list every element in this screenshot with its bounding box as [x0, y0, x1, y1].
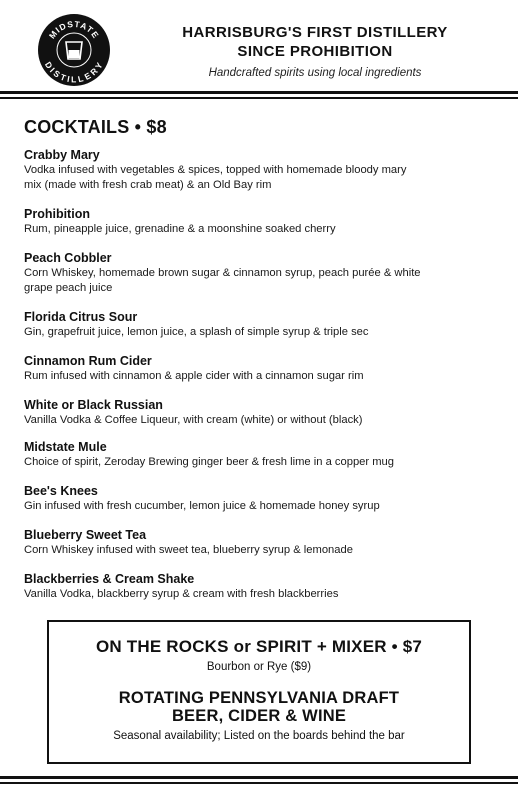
item-name: Prohibition [24, 207, 90, 221]
item-name: Peach Cobbler [24, 251, 112, 265]
draft-heading-line-2: BEER, CIDER & WINE [171, 707, 347, 725]
menu-item [24, 353, 494, 384]
item-desc-line: grape peach juice [24, 282, 113, 294]
item-name: Bee's Knees [24, 484, 98, 498]
item-name: Florida Citrus Sour [24, 310, 138, 324]
item-name: Crabby Mary [24, 148, 100, 162]
rocks-and-draft-box [47, 620, 471, 764]
item-desc-line: Corn Whiskey infused with sweet tea, blueberry syrup & lemonade [24, 544, 353, 556]
item-desc-line: Vanilla Vodka, blackberry syrup & cream with fresh blackberries [24, 588, 339, 600]
item-desc-line: Gin infused with fresh cucumber, lemon juice & homemade honey syrup [24, 500, 380, 512]
cocktails-title: COCKTAILS • $8 [24, 117, 167, 137]
logo-bottom-text: DISTILLERY [42, 59, 106, 85]
item-desc-line: Vodka infused with vegetables & spices, topped with homemade bloody mary [24, 164, 407, 176]
header-line-1: HARRISBURG'S FIRST DISTILLERY [182, 24, 448, 41]
menu-item [24, 571, 494, 602]
menu-item [24, 309, 494, 340]
menu-item [24, 147, 494, 193]
item-desc-line: Gin, grapefruit juice, lemon juice, a splash of simple syrup & triple sec [24, 326, 369, 338]
rocks-subtext: Bourbon or Rye ($9) [206, 661, 312, 673]
item-desc-line: Choice of spirit, Zeroday Brewing ginger beer & fresh lime in a copper mug [24, 456, 394, 468]
top-divider [0, 91, 518, 99]
item-name: Midstate Mule [24, 440, 107, 454]
item-desc-line: Vanilla Vodka & Coffee Liqueur, with cream (white) or without (black) [24, 414, 363, 426]
header-text [130, 23, 500, 79]
menu-item [24, 397, 494, 428]
menu-item [24, 439, 494, 470]
menu-item [24, 483, 494, 514]
menu-header [0, 0, 518, 90]
header-line-2: SINCE PROHIBITION [237, 43, 393, 60]
header-subtitle: Handcrafted spirits using local ingredients [208, 67, 422, 79]
draft-heading [49, 689, 469, 725]
logo-top-text: MIDSTATE [46, 18, 102, 41]
menu-item [24, 206, 494, 237]
item-desc-line: Rum, pineapple juice, grenadine & a moonshine soaked cherry [24, 223, 336, 235]
item-desc-line: mix (made with fresh crab meat) & an Old Bay rim [24, 179, 272, 191]
item-desc-line: Corn Whiskey, homemade brown sugar & cinnamon syrup, peach purée & white [24, 267, 421, 279]
menu-item [24, 527, 494, 558]
midstate-distillery-logo [37, 13, 111, 87]
menu-item [24, 250, 494, 296]
item-name: Blackberries & Cream Shake [24, 572, 195, 586]
rocks-heading: ON THE ROCKS or SPIRIT + MIXER • $7 [95, 637, 423, 656]
draft-subtext: Seasonal availability; Listed on the boards behind the bar [113, 730, 405, 742]
bottom-divider [0, 776, 518, 784]
item-name: White or Black Russian [24, 398, 163, 412]
item-desc-line: Rum infused with cinnamon & apple cider with a cinnamon sugar rim [24, 370, 364, 382]
draft-heading-line-1: ROTATING PENNSYLVANIA DRAFT [118, 689, 400, 707]
item-name: Cinnamon Rum Cider [24, 354, 152, 368]
item-name: Blueberry Sweet Tea [24, 528, 147, 542]
